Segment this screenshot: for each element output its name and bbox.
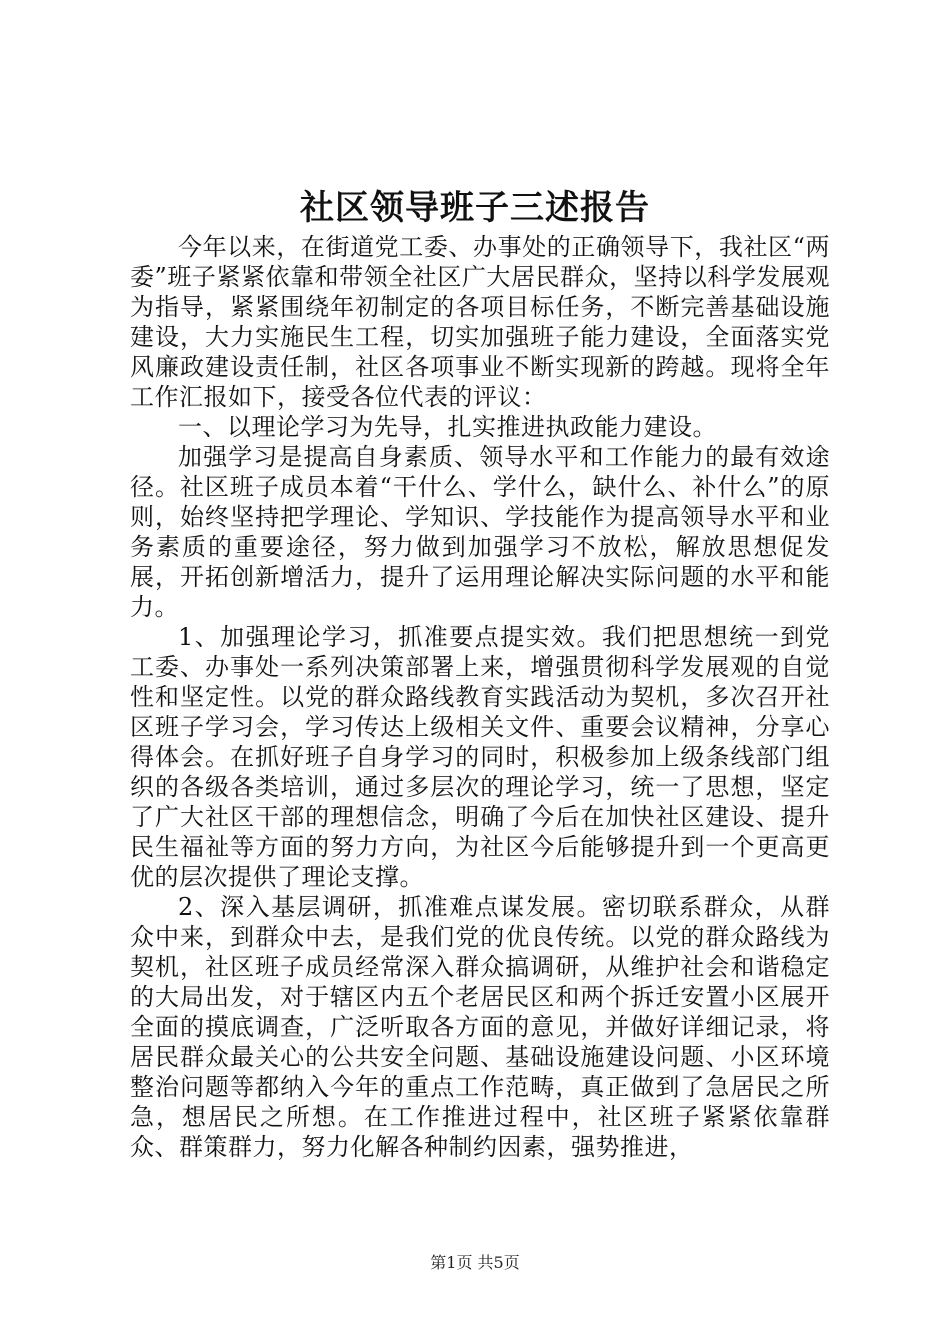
document-body (130, 232, 830, 1162)
paragraph-item-1: 1、加强理论学习，抓准要点提实效。我们把思想统一到党工委、办事处一系列决策部署上来，增强贯彻科学发展观的自觉性和坚定性。以党的群众路线教育实践活动为契机，多次召开社区班子学习会，学习传达上级相关文件、重要会议精神，分享心得体会。在抓好班子自身学习的同时，积极参加上级条线部门组织的各级各类培训，通过多层次的理论学习，统一了思想，坚定了广大社区干部的理想信念，明确了今后在加快社区建设、提升民生福祉等方面的努力方向，为社区今后能够提升到一个更高更优的层次提供了理论支撑。 (130, 623, 830, 891)
paragraph-study: 加强学习是提高自身素质、领导水平和工作能力的最有效途径。社区班子成员本着“干什么、学什么，缺什么、补什么”的原则，始终坚持把学理论、学知识、学技能作为提高领导水平和业务素质的重要途径，努力做到加强学习不放松，解放思想促发展，开拓创新增活力，提升了运用理论解决实际问题的水平和能力。 (130, 443, 830, 621)
section-heading-1: 一、以理论学习为先导，扎实推进执政能力建设。 (178, 413, 717, 441)
paragraph-intro: 今年以来，在街道党工委、办事处的正确领导下，我社区“两委”班子紧紧依靠和带领全社区广大居民群众，坚持以科学发展观为指导，紧紧围绕年初制定的各项目标任务，不断完善基础设施建设，大力实施民生工程，切实加强班子能力建设，全面落实党风廉政建设责任制，社区各项事业不断实现新的跨越。现将全年工作汇报如下，接受各位代表的评议： (130, 233, 830, 411)
document-title: 社区领导班子三述报告 (300, 188, 650, 228)
page-number-footer: 第1页 共5页 (430, 1253, 520, 1272)
paragraph-item-2: 2、深入基层调研，抓准难点谋发展。密切联系群众，从群众中来，到群众中去，是我们党的优良传统。以党的群众路线为契机，社区班子成员经常深入群众搞调研，从维护社会和谐稳定的大局出发，对于辖区内五个老居民区和两个拆迁安置小区展开全面的摸底调查，广泛听取各方面的意见，并做好详细记录，将居民群众最关心的公共安全问题、基础设施建设问题、小区环境整治问题等都纳入今年的重点工作范畴，真正做到了急居民之所急，想居民之所想。在工作推进过程中，社区班子紧紧依靠群众、群策群力，努力化解各种制约因素，强势推进， (130, 893, 830, 1161)
